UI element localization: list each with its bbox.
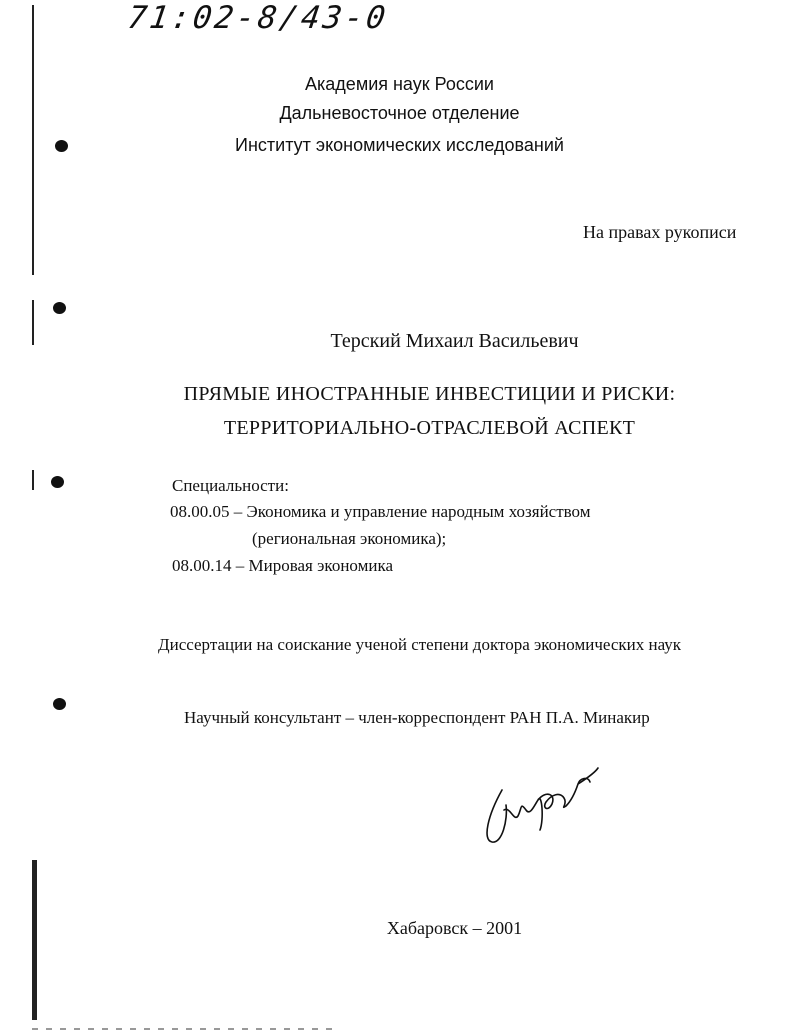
archive-code: 71:02-8/43-0 — [125, 0, 391, 36]
scan-edge-line — [32, 860, 37, 1020]
signature-icon — [480, 760, 610, 850]
thesis-title-line1: ПРЯМЫЕ ИНОСТРАННЫЕ ИНВЕСТИЦИИ И РИСКИ: — [183, 383, 676, 405]
specialty-item: 08.00.05 – Экономика и управление народным хозяйством — [170, 502, 591, 521]
scan-edge-line — [32, 470, 34, 490]
punch-hole-mark — [53, 698, 66, 710]
branch-name: Дальневосточное отделение — [279, 103, 520, 123]
scientific-consultant: Научный консультант – член-корреспондент РАН П.А. Минакир — [184, 708, 650, 727]
scan-bottom-artifact — [32, 1028, 332, 1030]
specialties-heading: Специальности: — [172, 476, 289, 495]
punch-hole-mark — [53, 302, 66, 314]
thesis-title-line2: ТЕРРИТОРИАЛЬНО-ОТРАСЛЕВОЙ АСПЕКТ — [223, 417, 636, 439]
institute-name: Институт экономических исследований — [235, 135, 564, 155]
author-name: Терский Михаил Васильевич — [330, 330, 579, 352]
specialty-item: 08.00.14 – Мировая экономика — [172, 556, 393, 575]
specialty-item: (региональная экономика); — [252, 529, 447, 548]
academy-name: Академия наук России — [305, 74, 494, 94]
manuscript-note: На правах рукописи — [583, 222, 737, 242]
dissertation-degree: Диссертации на соискание ученой степени доктора экономических наук — [158, 635, 682, 654]
city-year: Хабаровск – 2001 — [386, 918, 523, 938]
punch-hole-mark — [51, 476, 64, 488]
